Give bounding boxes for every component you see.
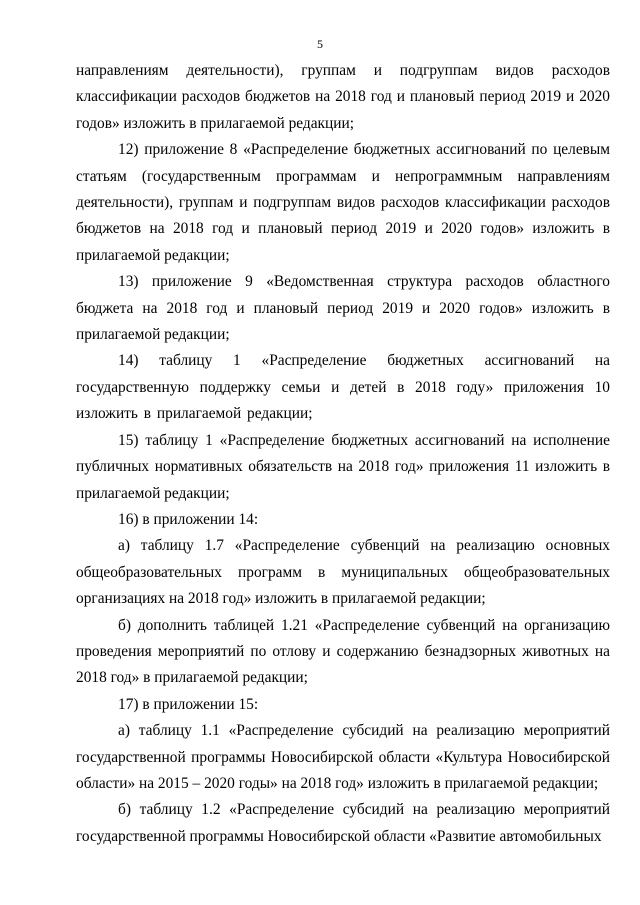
paragraph-item-17a: а) таблицу 1.1 «Распределение субсидий на реализацию мероприятий государственной программы Новосибирской области «Культура Новосибирской области» на 2015 – 2020 годы» на 2018 год» изложить в прилагаемой редакции;: [76, 722, 610, 792]
paragraph-item-17b: б) таблицу 1.2 «Распределение субсидий на реализацию мероприятий государственной программы Новосибирской области «Развитие автомобильных: [76, 801, 610, 845]
paragraph-item-16a: а) таблицу 1.7 «Распределение субвенций на реализацию основных общеобразовательных программ в муниципальных общеобразовательных организациях на 2018 год» изложить в прилагаемой редакции;: [76, 537, 610, 608]
paragraph-item-14: 14) таблицу 1 «Распределение бюджетных ассигнований на государственную поддержку семьи и детей в 2018 году» приложения 10 изложить в прилагаемой редакции;: [76, 352, 610, 423]
paragraph-item-17: 17) в приложении 15:: [118, 695, 259, 713]
paragraph-continuation: направлениям деятельности), группам и подгруппам видов расходов классификации расходов бюджетов на 2018 год и плановый период 2019 и 2020 годов» изложить в прилагаемой редакции;: [76, 62, 610, 132]
paragraph-item-16: 16) в приложении 14:: [118, 510, 259, 528]
paragraph-item-13: 13) приложение 9 «Ведомственная структура расходов областного бюджета на 2018 год и плановый период 2019 и 2020 годов» изложить в прилагаемой редакции;: [76, 273, 610, 344]
paragraph-item-16b: б) дополнить таблицей 1.21 «Распределение субвенций на организацию проведения мероприятий по отлову и содержанию безнадзорных животных на 2018 год» в прилагаемой редакции;: [76, 616, 610, 687]
page-number: 5: [317, 37, 323, 51]
paragraph-item-15: 15) таблицу 1 «Распределение бюджетных ассигнований на исполнение публичных нормативных обязательств на 2018 год» приложения 11 изложить в прилагаемой редакции;: [76, 431, 610, 502]
paragraph-item-12: 12) приложение 8 «Распределение бюджетных ассигнований по целевым статьям (государственным программам и непрограммным направлениям деятельности), группам и подгруппам видов расходов классификации расходов бюджетов на 2018 год и плановый период 2019 и 2020 годов» изложить в прилагаемой редакции;: [76, 141, 610, 264]
document-body: [76, 58, 610, 850]
